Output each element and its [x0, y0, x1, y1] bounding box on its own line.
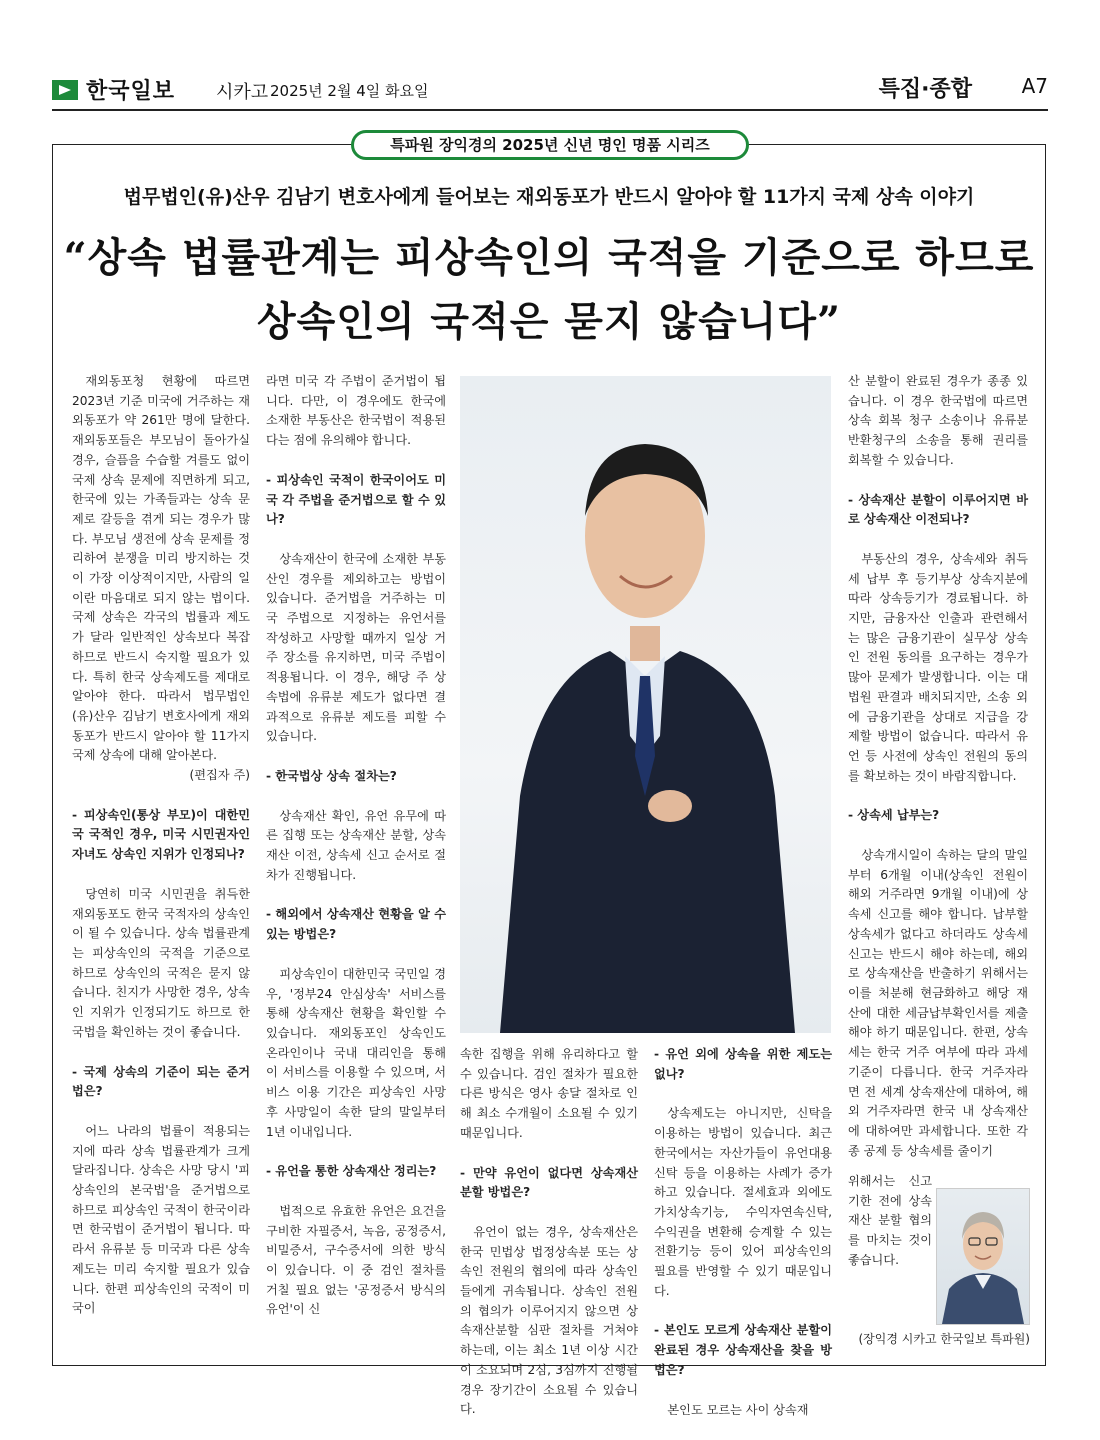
answer-4: 상속재산 확인, 유언 유무에 따른 집행 또는 상속재산 분할, 상속재산 이전, 상속세 신고 순서로 절차가 진행됩니다. [266, 808, 446, 882]
question-10: - 상속재산 분할이 이루어지면 바로 상속재산 이전되나? [848, 492, 1028, 527]
lawyer-portrait-photo [460, 376, 831, 1033]
column-2 [266, 372, 446, 1340]
answer-5: 피상속인이 대한민국 국민일 경우, '정부24 안심상속' 서비스를 통해 상속재산 현황을 확인할 수 있습니다. 재외동포인 상속인도 온라인이나 국내 대리인을 통해 이 서비스를 이용할 수 있으며, 서비스 이용 기간은 피상속인 사망 후 사망일이 속한 달의 말일부터 1년 이내입니다. [266, 966, 446, 1139]
column-3-left [460, 1045, 638, 1440]
portrait-illustration [460, 376, 831, 1033]
answer-11: 상속개시일이 속하는 달의 말일부터 6개월 이내(상속인 전원이 해외 거주라면 9개월 이내)에 상속세 신고를 해야 합니다. 납부할 상속세가 없다고 하더라도 상속세 신고는 반드시 해야 하는데, 해외로 상속재산을 반출하기 위해서는 이를 처분해 현금화하고 해당 재산에 대한 세금납부확인서를 제출해야 하기 때문입니다. 한편, 상속세는 한국 거주 여부에 따라 과세 기준이 다릅니다. 한국 거주자라면 전 세계 상속재산에 대하여, 해외 거주자라면 한국 내 상속재산에 대하여만 과세합니다. 또한 각종 공제 등 상속세를 줄이기 [848, 848, 1028, 1158]
masthead-rule [52, 109, 1048, 111]
editor-note: (편집자 주) [189, 768, 250, 783]
answer-6: 법적으로 유효한 유언은 요건을 구비한 자필증서, 녹음, 공정증서, 비밀증서, 구수증서에 의한 방식이 있습니다. 이 중 검인 절차를 거칠 필요 없는 '공정증서 방식의 유언'이 신 [266, 1203, 446, 1317]
question-11: - 상속세 납부는? [848, 808, 940, 823]
question-5: - 해외에서 상속재산 현황을 알 수 있는 방법은? [266, 907, 446, 942]
article-subtitle: 법무법인(유)산우 김남기 변호사에게 들어보는 재외동포가 반드시 알아야 할 11가지 국제 상속 이야기 [123, 186, 975, 208]
question-9: - 본인도 모르게 상속재산 분할이 완료된 경우 상속재산을 찾을 방법은? [654, 1323, 832, 1377]
page-number: A7 [1021, 74, 1048, 98]
answer-9-continued: 산 분할이 완료된 경우가 종종 있습니다. 이 경우 한국법에 따르면 상속 회복 청구 소송이나 유류분 반환청구의 소송을 통해 권리를 회복할 수 있습니다. [848, 374, 1028, 467]
answer-3: 상속재산이 한국에 소재한 부동산인 경우를 제외하고는 방법이 있습니다. 준거법을 거주하는 미국 주법으로 지정하는 유언서를 작성하고 사망할 때까지 일상 거주 장소를 유지하면, 미국 주법이 적용됩니다. 이 경우, 해당 주 상속법에 유류분 제도가 없다면 결과적으로 유류분 제도를 피할 수 있습니다. [266, 551, 446, 744]
newspaper-logo-icon [52, 80, 78, 100]
answer-11-wrap: 위해서는 신고 기한 전에 상속재산 분할 협의를 마치는 것이 좋습니다. [848, 1174, 932, 1267]
question-6: - 유언을 통한 상속재산 정리는? [266, 1164, 437, 1179]
masthead [52, 72, 1048, 112]
answer-7: 유언이 없는 경우, 상속재산은 한국 민법상 법정상속분 또는 상속인 전원의 협의에 따라 상속인들에게 귀속됩니다. 상속인 전원의 협의가 이루어지지 않으면 상속재산분할 심판 절차를 거쳐야 하는데, 이는 최소 1년 이상 시간이 소요되며 2심, 3심까지 진행될 경우 장기간이 소요될 수 있습니다. [460, 1224, 638, 1417]
answer-1: 당연히 미국 시민권을 취득한 재외동포도 한국 국적자의 상속인이 될 수 있습니다. 상속 법률관계는 피상속인의 국적을 기준으로 하므로 상속인의 국적은 묻지 않습니다. 친지가 사망한 경우, 상속인 지위가 인정되기도 하므로 한국법을 확인하는 것이 좋습니다. [72, 886, 250, 1039]
reporter-illustration [937, 1189, 1029, 1324]
reporter-photo [936, 1188, 1030, 1325]
newspaper-name: 한국일보 [86, 79, 176, 104]
column-3-right [654, 1045, 832, 1440]
column-4 [848, 372, 1028, 1161]
headline-line-1: “상속 법률관계는 피상속인의 국적을 기준으로 하므로 [63, 234, 1035, 281]
question-4: - 한국법상 상속 절차는? [266, 768, 397, 783]
section-title: 특집·종합 [878, 77, 972, 102]
question-3: - 피상속인 국적이 한국이어도 미국 각 주법을 준거법으로 할 수 있나? [266, 472, 446, 527]
answer-2-continued: 라면 미국 각 주법이 준거법이 됩니다. 다만, 이 경우에도 한국에 소재한 부동산은 한국법이 적용된다는 점에 유의해야 합니다. [266, 374, 446, 448]
question-8: - 유언 외에 상속을 위한 제도는 없나? [654, 1047, 832, 1081]
answer-10: 부동산의 경우, 상속세와 취득세 납부 후 등기부상 상속지분에 따라 상속등기가 경료됩니다. 하지만, 금융자산 인출과 관련해서는 많은 금융기관이 실무상 상속인 전원 동의를 요구하는 경우가 많아 문제가 발생합니다. 이는 대법원 판결과 배치되지만, 소송 외에 금융기관을 상대로 지급을 강제할 방법이 없습니다. 따라서 유언 등 사전에 상속인 전원의 동의를 확보하는 것이 바람직합니다. [848, 551, 1028, 783]
edition-label: 시카고 [216, 82, 269, 103]
column-1 [72, 372, 250, 1339]
answer-6-continued: 속한 집행을 위해 유리하다고 할 수 있습니다. 검인 절차가 필요한 다른 방식은 영사 송달 절차로 인해 최소 수개월이 소요될 수 있기 때문입니다. [460, 1047, 638, 1140]
question-2: - 국제 상속의 기준이 되는 준거법은? [72, 1064, 250, 1099]
reporter-caption: (장익경 시카고 한국일보 특파원) [858, 1332, 1030, 1346]
answer-2: 어느 나라의 법률이 적용되는지에 따라 상속 법률관계가 크게 달라집니다. 상속은 사망 당시 '피상속인의 본국법'을 준거법으로 하므로 피상속인 국적이 한국이라면 한국법이 준거법이 됩니다. 따라서 유류분 등 미국과 다른 상속제도는 미리 숙지할 필요가 있습니다. 한편 피상속인의 국적이 미국이 [72, 1123, 250, 1316]
answer-9: 본인도 모르는 사이 상속재 [667, 1402, 809, 1417]
series-badge: 특파원 장익경의 2025년 신년 명인 명품 시리즈 [351, 130, 749, 160]
answer-8: 상속제도는 아니지만, 신탁을 이용하는 방법이 있습니다. 최근 한국에서는 자산가들이 유언대용신탁 등을 이용하는 사례가 증가하고 있습니다. 절세효과 외에도 가치상속기능, 수익자연속신탁, 수익권을 변환해 승계할 수 있는 전환기능 등이 있어 피상속인의 필요를 반영할 수 있기 때문입니다. [654, 1106, 832, 1298]
question-1: - 피상속인(통상 부모)이 대한민국 국적인 경우, 미국 시민권자인 자녀도 상속인 지위가 인정되나? [72, 807, 250, 862]
question-7: - 만약 유언이 없다면 상속재산 분할 방법은? [460, 1165, 638, 1200]
headline-line-2: 상속인의 국적은 묻지 않습니다” [256, 298, 842, 345]
publication-date: 2025년 2월 4일 화요일 [270, 82, 429, 100]
intro-paragraph: 재외동포청 현황에 따르면 2023년 기준 미국에 거주하는 재외동포가 약 261만 명에 달한다. 재외동포들은 부모님이 돌아가실 경우, 슬픔을 수습할 겨를도 없이 국제 상속 문제에 직면하게 되고, 한국에 있는 가족들과는 상속 문제로 갈등을 겪게 되는 경우가 많다. 부모님 생전에 상속 문제를 정리하여 분쟁을 미리 방지하는 것이 가장 이상적이지만, 사람의 일이란 마음대로 되지 않는 법이다. 국제 상속은 각국의 법률과 제도가 달라 일반적인 상속보다 복잡하므로 반드시 숙지할 필요가 있다. 특히 한국 상속제도를 제대로 알아야 한다. 따라서 법무법인(유)산우 김남기 변호사에게 재외동포가 반드시 알아야 할 11가지 국제 상속에 대해 알아본다. [72, 374, 250, 763]
